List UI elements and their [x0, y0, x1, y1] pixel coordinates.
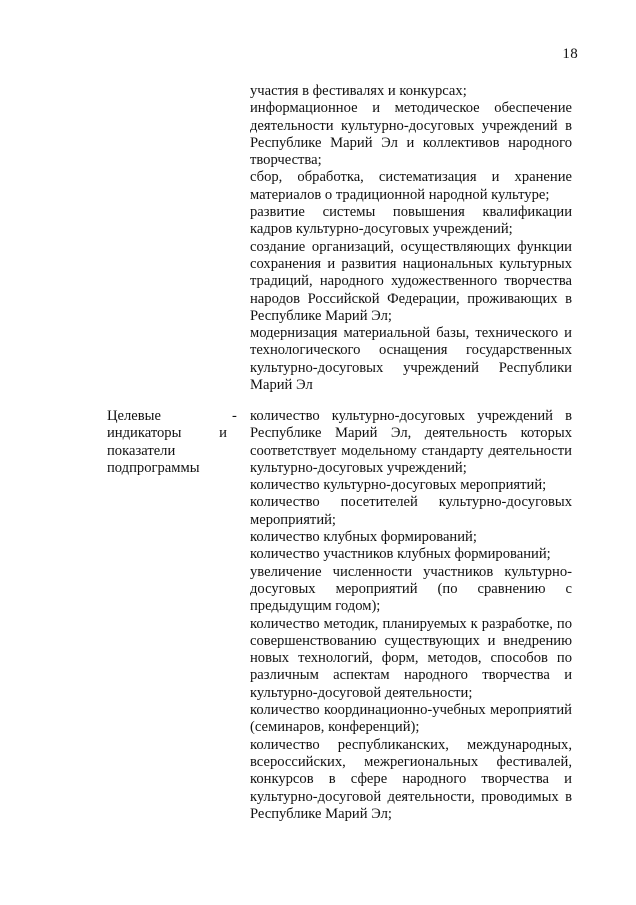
indicator-item: количество культурно-досуговых мероприятий;	[250, 477, 547, 494]
indicator-item: количество культурно-досуговых учреждений в Республике Марий Эл, деятельность которых соответствует модельному стандарту деятельности культурно-досуговых учреждений;	[250, 408, 572, 476]
indicators-text-block	[250, 408, 572, 823]
label-separator: -	[232, 408, 237, 424]
text-paragraph: создание организаций, осуществляющих функции сохранения и развития национальных культурных традиций, народного художественного творчества народов Российской Федерации, проживающих в Республике Марий Эл;	[250, 238, 572, 324]
text-paragraph: модернизация материальной базы, технического и технологического оснащения государственных культурно-досуговых учреждений Республики Марий Эл	[250, 325, 572, 394]
text-paragraph: сбор, обработка, систематизация и хранение материалов о традиционной народной культуре;	[250, 169, 572, 203]
indicator-item: количество республиканских, международных, всероссийских, межрегиональных фестивалей, конкурсов в сфере народного творчества и культурно-досуговой деятельности, проводимых в Республике Марий Эл;	[250, 736, 572, 822]
top-text-block	[250, 83, 572, 394]
indicator-item: увеличение численности участников культурно-досуговых мероприятий (по сравнению с предыдущим годом);	[250, 563, 572, 615]
text-paragraph: участия в фестивалях и конкурсах;	[250, 83, 467, 99]
indicator-item: количество методик, планируемых к разработке, по совершенствованию существующих и внедрению новых технологий, форм, методов, способов по различным аспектам народного творчества и культурно-досуговой деятельности;	[250, 615, 572, 701]
indicator-item: количество клубных формирований;	[250, 529, 477, 546]
indicator-item: количество посетителей культурно-досуговых мероприятий;	[250, 494, 572, 528]
text-paragraph: развитие системы повышения квалификации кадров культурно-досуговых учреждений;	[250, 204, 572, 238]
text-paragraph: информационное и методическое обеспечение деятельности культурно-досуговых учреждений в Республике Марий Эл и коллективов народного творчества;	[250, 100, 572, 169]
indicators-label	[107, 408, 227, 477]
indicators-label-text: Целевые индикаторы и показатели подпрограммы	[107, 408, 227, 476]
indicator-item: количество координационно-учебных мероприятий (семинаров, конференций);	[250, 702, 572, 736]
page-number: 18	[562, 46, 578, 62]
indicator-item: количество участников клубных формирований;	[250, 546, 551, 563]
